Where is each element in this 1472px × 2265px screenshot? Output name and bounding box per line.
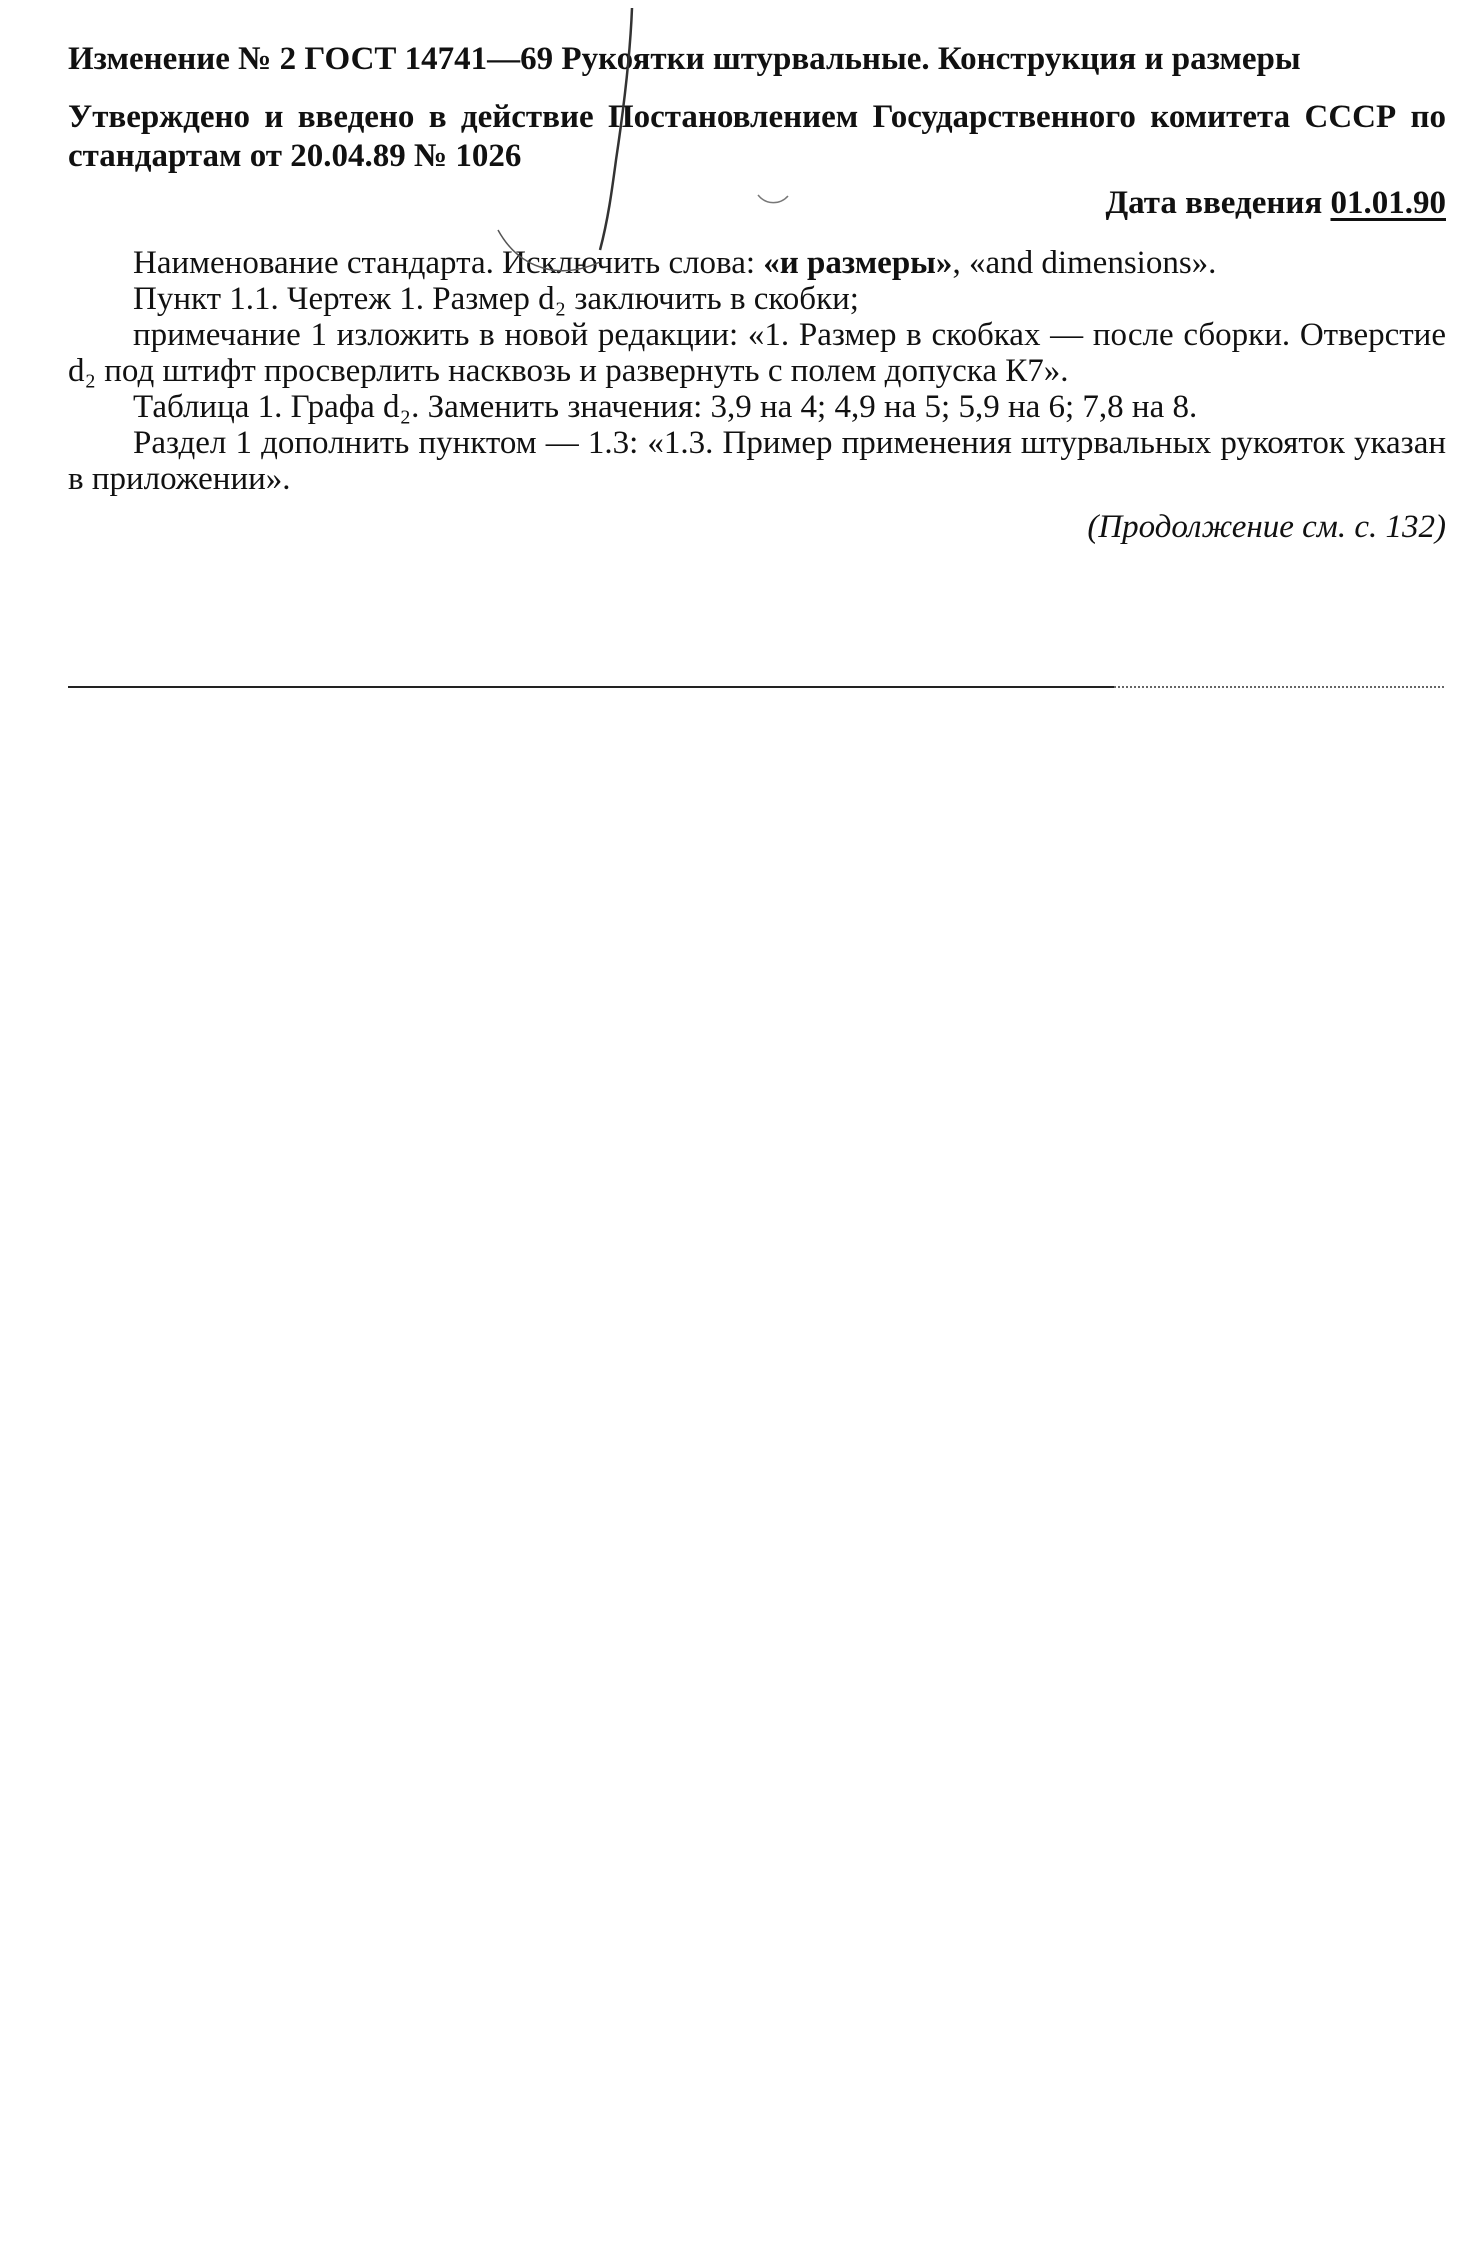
paragraph-name-change-suffix: , «and dimensions». <box>952 245 1217 281</box>
paragraph-item-1-1: Пункт 1.1. Чертеж 1. Размер d₂ заключить в скобки; <box>133 281 859 317</box>
paragraph-note-1: примечание 1 изложить в новой редакции: «1. Размер в скобках — после сборки. Отверстие d₂ под штифт просверлить насквозь и развернуть с полем допуска К7». <box>68 317 1446 389</box>
paragraph-name-change-bold: «и размеры» <box>763 245 953 281</box>
effective-date-line <box>68 183 1446 223</box>
approval-statement: Утверждено и введено в действие Постановлением Государственного комитета СССР по стандартам от 20.04.89 № 1026 <box>68 99 1446 174</box>
separator-line-tail <box>1114 686 1444 688</box>
paragraph-section-1: Раздел 1 дополнить пунктом — 1.3: «1.3. Пример применения штурвальных рукояток указан в приложении». <box>68 425 1446 497</box>
document-title: Изменение № 2 ГОСТ 14741—69 Рукоятки штурвальные. Конструкция и размеры <box>68 41 1301 77</box>
document-page <box>68 40 1446 547</box>
effective-date-label: Дата введения <box>1105 185 1323 221</box>
paragraph-name-change-prefix: Наименование стандарта. Исключить слова: <box>133 245 764 281</box>
effective-date-value: 01.01.90 <box>1330 185 1446 221</box>
amendment-body <box>68 245 1446 497</box>
continuation-note: (Продолжение см. с. 132) <box>1087 509 1446 545</box>
separator-line <box>68 686 1114 688</box>
paragraph-table-1: Таблица 1. Графа d₂. Заменить значения: 3,9 на 4; 4,9 на 5; 5,9 на 6; 7,8 на 8. <box>133 389 1198 425</box>
paragraph-name-change <box>68 245 1446 281</box>
